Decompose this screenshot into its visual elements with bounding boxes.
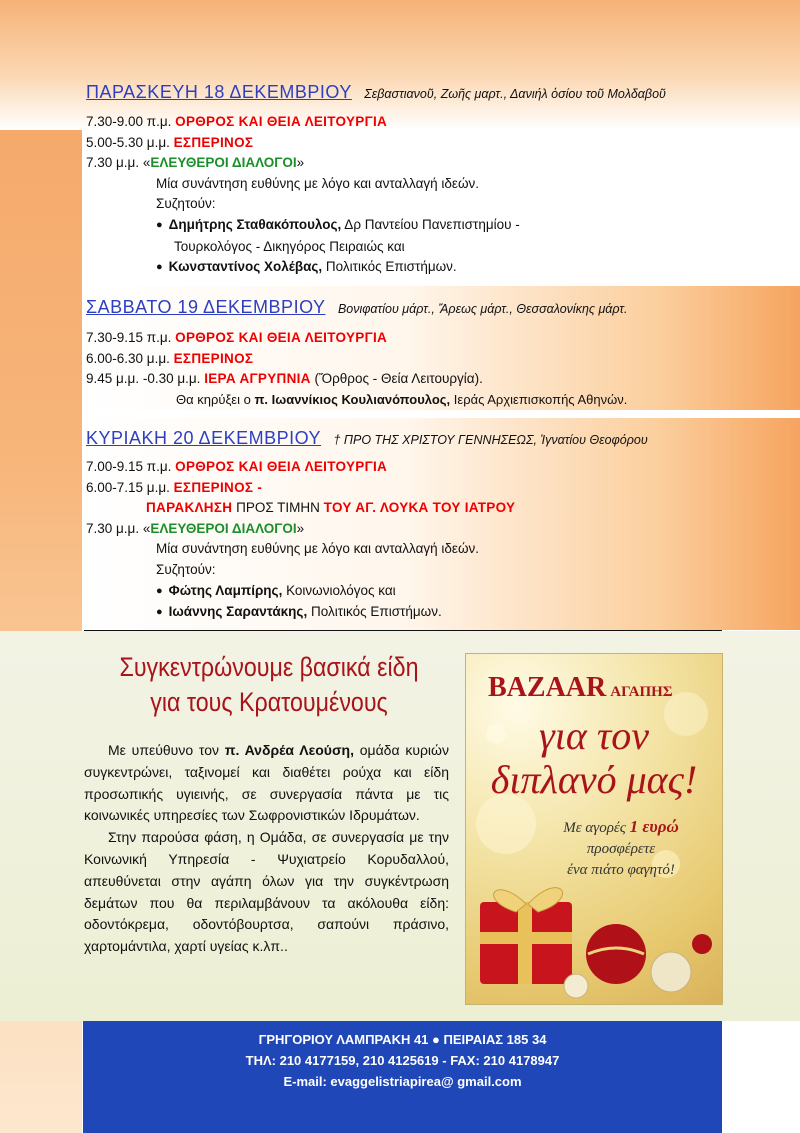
section-divider: [84, 630, 722, 631]
schedule-item: [86, 519, 786, 540]
bazaar-word2: ΑΓΑΠΗΣ: [610, 684, 673, 700]
paraklisi-line: [86, 498, 786, 519]
p1-pre: Με υπεύθυνο τον: [108, 742, 225, 758]
preacher-post: Ιεράς Αρχιεπισκοπής Αθηνών.: [450, 391, 628, 407]
bazaar-poster: [465, 653, 723, 1005]
preacher-line: [86, 390, 786, 411]
item-label: ΕΛΕΥΘΕΡΟΙ ΔΙΑΛΟΓΟΙ: [150, 155, 297, 171]
item-label: ΕΣΠΕΡΙΝΟΣ: [173, 134, 254, 150]
item-label: ΕΣΠΕΡΙΝΟΣ: [173, 350, 254, 366]
speaker-item: [86, 215, 786, 237]
footer-email[interactable]: E-mail: evaggelistriapirea@ gmail.com: [283, 1074, 522, 1089]
day-saints: † ΠΡΟ ΤΗΣ ΧΡΙΣΤΟΥ ΓΕΝΝΗΣΕΩΣ, Ἰγνατίου Θεοφόρου: [333, 433, 648, 447]
day-header: [86, 82, 786, 104]
item-time: 6.00-7.15 μ.μ.: [86, 479, 170, 495]
item-label: ΟΡΘΡΟΣ ΚΑΙ ΘΕΙΑ ΛΕΙΤΟΥΡΓΙΑ: [175, 459, 388, 474]
day-saints: Σεβαστιανοῦ, Ζωῆς μαρτ., Δανιήλ ὁσίου τοῦ Μολδαβοῦ: [364, 87, 666, 101]
collection-paragraph: [84, 740, 449, 827]
speaker-name: Ιωάννης Σαραντάκης,: [168, 604, 308, 620]
schedule-item: [86, 328, 786, 349]
speaker-role-continued: Τουρκολόγος - Δικηγόρος Πειραιώς και: [174, 238, 405, 254]
bazaar-heading: [488, 672, 673, 704]
p1-name: π. Ανδρέα Λεούση,: [224, 742, 354, 758]
quote-close: »: [296, 155, 305, 171]
day-header: [86, 297, 786, 319]
speaker-name: Κωνσταντίνος Χολέβας,: [168, 259, 323, 275]
collection-text: [84, 740, 449, 958]
schedule-item: [86, 457, 786, 478]
day-header: [86, 428, 786, 450]
schedule-item: [86, 133, 786, 154]
bazaar-offer-line1: [526, 816, 716, 839]
dialogue-description: Μία συνάντηση ευθύνης με λόγο και ανταλλαγή ιδεών.: [156, 541, 479, 557]
day-title: ΣΑΒΒΑΤΟ 19 ΔΕΚΕΜΒΡΙΟΥ: [86, 297, 326, 317]
day-title: ΠΑΡΑΣΚΕΥΗ 18 ΔΕΚΕΜΒΡΙΟΥ: [86, 82, 352, 102]
quote-close: »: [296, 520, 305, 536]
schedule-item: [86, 153, 786, 174]
collection-title: [110, 650, 428, 720]
speaker-item: [86, 602, 786, 624]
schedule-item: [86, 112, 786, 133]
paraklisi-mid: ΠΡΟΣ ΤΙΜΗΝ: [232, 500, 324, 516]
speaker-role: Δρ Παντείου Πανεπιστημίου -: [341, 216, 520, 232]
day-title: ΚΥΡΙΑΚΗ 20 ΔΕΚΕΜΒΡΙΟΥ: [86, 428, 322, 448]
quote-open: «: [142, 155, 151, 171]
item-label: ΟΡΘΡΟΣ ΚΑΙ ΘΕΙΑ ΛΕΙΤΟΥΡΓΙΑ: [175, 330, 388, 345]
day-sunday: [86, 428, 786, 624]
bazaar-offer: [526, 816, 716, 881]
item-time: 6.00-6.30 μ.μ.: [86, 350, 170, 366]
preacher-name: π. Ιωαννίκιος Κουλιανόπουλος,: [254, 391, 451, 407]
collection-title-line1: Συγκεντρώνουμε βασικά είδη: [119, 652, 419, 682]
item-time: 7.30-9.15 π.μ.: [86, 330, 172, 345]
item-label: ΕΛΕΥΘΕΡΟΙ ΔΙΑΛΟΓΟΙ: [150, 520, 297, 536]
bazaar-line2: διπλανό μας!: [490, 757, 698, 802]
paraklisi-label: ΠΑΡΑΚΛΗΣΗ: [146, 500, 233, 516]
offer-pre: Με αγορές: [563, 820, 630, 836]
bazaar-word: BAZAAR: [488, 672, 607, 703]
speaker-role: Κοινωνιολόγος και: [282, 582, 396, 598]
speaker-role: Πολιτικός Επιστήμων.: [322, 259, 457, 275]
bazaar-offer-line2: προσφέρετε: [586, 841, 656, 857]
ornament-icon: [586, 924, 646, 984]
footer-address: ΓΡΗΓΟΡΙΟΥ ΛΑΜΠΡΑΚΗ 41 ● ΠΕΙΡΑΙΑΣ 185 34: [258, 1032, 547, 1047]
item-label: ΙΕΡΑ ΑΓΡΥΠΝΙΑ: [204, 371, 311, 387]
quote-open: «: [142, 520, 151, 536]
paraklisi-saint: ΤΟΥ ΑΓ. ΛΟΥΚΑ ΤΟΥ ΙΑΤΡΟΥ: [323, 500, 516, 516]
item-time: 7.30 μ.μ.: [86, 155, 140, 171]
bazaar-offer-line3: ένα πιάτο φαγητό!: [567, 862, 675, 878]
speakers-label: Συζητούν:: [156, 196, 216, 212]
item-suffix: (Ὄρθρος - Θεία Λειτουργία).: [310, 371, 483, 387]
collection-title-line2: για τους Κρατουμένους: [150, 687, 388, 717]
speaker-role: Πολιτικός Επιστήμων.: [307, 604, 442, 620]
bazaar-line1: για τον: [539, 713, 649, 758]
speaker-item: [86, 581, 786, 603]
item-time: 9.45 μ.μ. -0.30 μ.μ.: [86, 371, 201, 387]
preacher-pre: Θα κηρύξει ο: [176, 391, 255, 407]
contact-footer: [83, 1021, 722, 1133]
item-label: ΟΡΘΡΟΣ ΚΑΙ ΘΕΙΑ ΛΕΙΤΟΥΡΓΙΑ: [175, 114, 388, 129]
speakers-label: Συζητούν:: [156, 561, 216, 577]
item-time: 5.00-5.30 μ.μ.: [86, 134, 170, 150]
item-time: 7.00-9.15 π.μ.: [86, 459, 172, 474]
p1-post: ομάδα κυριών συγκεντρώνει, ταξινομεί και διαθέτει ρούχα και είδη προσωπικής υγιεινής, σε συνεργασία πάντα με τις κοινωνικές υπηρεσίες των Σωφρονιστικών Ιδρυμάτων.: [84, 742, 449, 824]
schedule-item: [86, 369, 786, 390]
speaker-item: [86, 257, 786, 279]
day-friday: [86, 82, 786, 279]
speaker-name: Δημήτρης Σταθακόπουλος,: [168, 216, 342, 232]
item-time: 7.30-9.00 π.μ.: [86, 114, 172, 129]
collection-paragraph: Στην παρούσα φάση, η Ομάδα, σε συνεργασία με την Κοινωνική Υπηρεσία - Ψυχιατρείο Κορυδαλλού, απευθύνεται στην αγάπη όλων για την συγκέντρωση δεμάτων που θα περιλαμβάνουν τα ακόλουθα είδη: οδοντόκρεμα, οδοντόβουρτσα, σαπούνι πράσινο, χαρτομάντιλα, χαρτί υγείας κ.λπ..: [84, 829, 449, 955]
item-time: 7.30 μ.μ.: [86, 520, 140, 536]
day-saints: Βονιφατίου μάρτ., Ἄρεως μάρτ., Θεσσαλονίκης μάρτ.: [337, 302, 628, 316]
speaker-name: Φώτης Λαμπίρης,: [168, 582, 283, 598]
schedule-item: [86, 478, 786, 499]
dialogue-description: Μία συνάντηση ευθύνης με λόγο και ανταλλαγή ιδεών.: [156, 175, 479, 191]
schedule-item: [86, 349, 786, 370]
day-saturday: [86, 297, 786, 410]
item-label: ΕΣΠΕΡΙΝΟΣ -: [173, 479, 263, 495]
offer-euro: 1 ευρώ: [629, 817, 679, 836]
footer-phones: ΤΗΛ: 210 4177159, 210 4125619 - FAX: 210 4178947: [245, 1053, 560, 1068]
